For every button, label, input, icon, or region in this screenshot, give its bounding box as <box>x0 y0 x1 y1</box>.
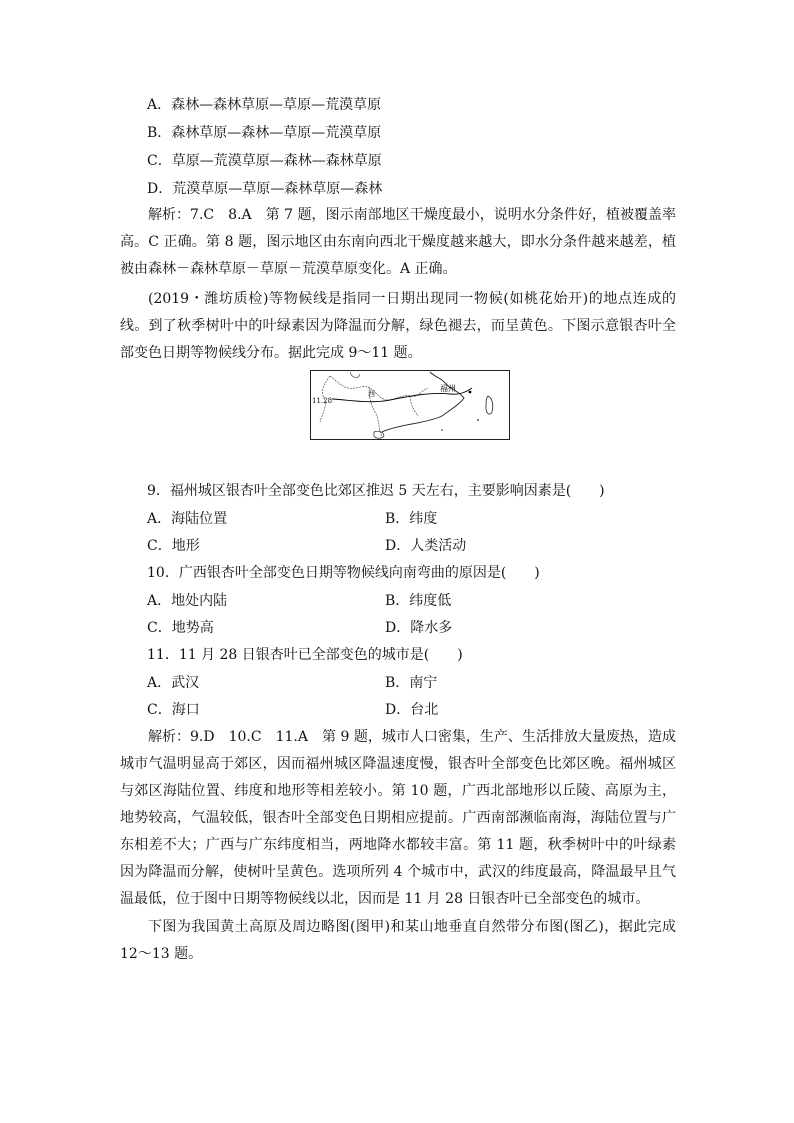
intro-12-13-text: 下图为我国黄土高原及周边略图(图甲)和某山地垂直自然带分布图(图乙)，据此完成 12～13 题。 <box>120 919 676 962</box>
option-d: D．荒漠草原—草原—森林草原—森林 <box>147 181 383 197</box>
question-9-stem: 9．福州城区银杏叶全部变色比郊区推迟 5 天左右，主要影响因素是( ) <box>147 483 605 499</box>
ginkgo-phenology-map <box>310 370 510 440</box>
q9-option-c: C．地形 <box>147 538 200 554</box>
label-isoline-date: 11.28 <box>312 397 333 405</box>
analysis-9-11 <box>120 724 676 913</box>
q10-option-a: A．地处内陆 <box>147 593 228 609</box>
q9-option-d: D．人类活动 <box>385 538 467 554</box>
label-fuzhou: 福州 <box>440 384 456 393</box>
q10-option-c: C．地势高 <box>147 620 214 636</box>
q10-option-d: D．降水多 <box>385 620 453 636</box>
question-11-stem: 11．11 月 28 日银杏叶已全部变色的城市是( ) <box>147 647 463 663</box>
analysis-9-11-text: 解析：9.D 10.C 11.A 第 9 题，城市人口密集，生产、生活排放大量废热，造成城市气温明显高于郊区，因而福州城区降温速度慢，银杏叶全部变色比郊区晚。福州城区与郊区海陆位置、纬度和地形等相差较小。第 10 题，广西北部地形以丘陵、高原为主，地势较高，气温较低，银杏叶全部变色日期相应提前。广西南部濒临南海，海陆位置与广东相差不大；广西与广东纬度相当，两地降水都较丰富。第 11 题，秋季树叶中的叶绿素因为降温而分解，使树叶呈黄色。选项所列 4 个城市中，武汉的纬度最高，降温最早且气温最低，位于图中日期等物候线以北，因而是 11 月 28 日银杏叶已全部变色的城市。 <box>120 729 676 907</box>
island-dot <box>477 419 479 421</box>
option-a: A．森林—森林草原—草原—荒漠草原 <box>147 97 382 113</box>
analysis-7-8-text: 解析：7.C 8.A 第 7 题，图示南部地区干燥度最小，说明水分条件好，植被覆盖率高。C 正确。第 8 题，图示地区由东南向西北干燥度越来越大，即水分条件越来越差，植被由森林－森林草原－草原－荒漠草原变化。A 正确。 <box>120 207 676 277</box>
q11-option-d: D．台北 <box>385 702 439 718</box>
intro-9-11-text: (2019・潍坊质检)等物候线是指同一日期出现同一物候(如桃花始开)的地点连成的线。到了秋季树叶中的叶绿素因为降温而分解，绿色褪去，而呈黄色。下图示意银杏叶全部变色日期等物候线分布。据此完成 9～11 题。 <box>120 291 676 361</box>
label-xi: 西 <box>368 390 375 398</box>
option-b: B．森林草原—森林—草原—荒漠草原 <box>147 125 382 141</box>
island-dot <box>441 429 443 431</box>
intro-12-13 <box>120 914 676 968</box>
intro-9-11 <box>120 286 676 367</box>
q11-option-a: A．武汉 <box>147 675 200 691</box>
q11-option-c: C．海口 <box>147 702 200 718</box>
option-c: C．草原—荒漠草原—森林—森林草原 <box>147 153 382 169</box>
analysis-7-8 <box>120 202 676 283</box>
question-10-stem: 10．广西银杏叶全部变色日期等物候线向南弯曲的原因是( ) <box>147 565 540 581</box>
q11-option-b: B．南宁 <box>385 675 438 691</box>
q10-option-b: B．纬度低 <box>385 593 452 609</box>
q9-option-b: B．纬度 <box>385 511 438 527</box>
q9-option-a: A．海陆位置 <box>147 511 228 527</box>
fuzhou-point <box>469 391 472 394</box>
